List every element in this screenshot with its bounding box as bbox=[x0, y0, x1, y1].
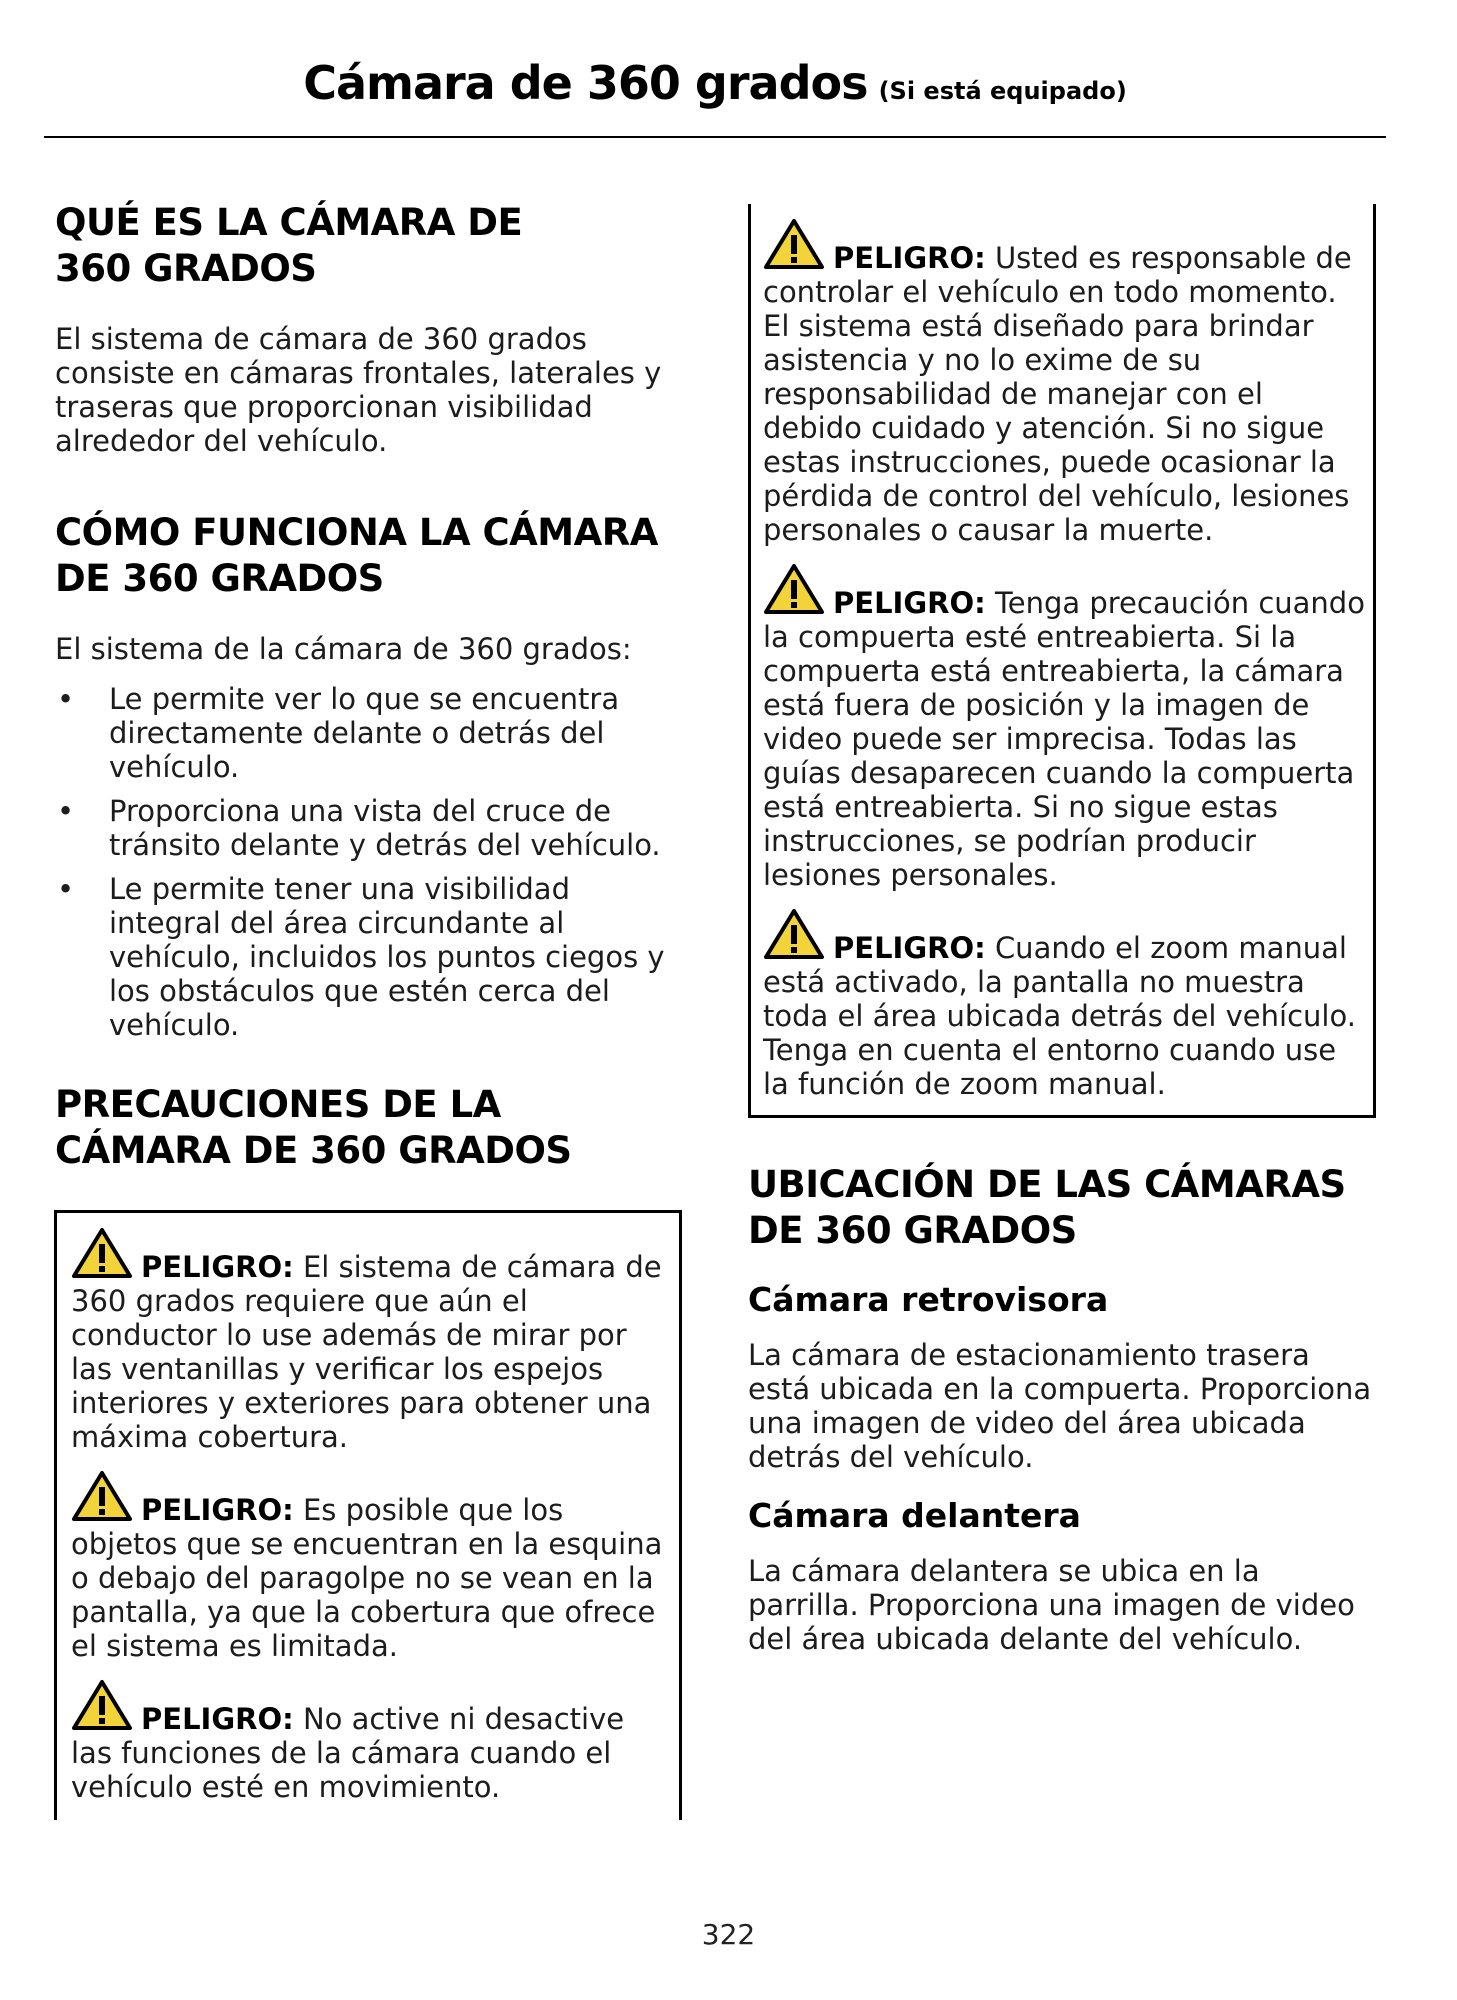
how-intro: El sistema de la cámara de 360 grados: bbox=[55, 632, 632, 666]
warning-item bbox=[763, 218, 1365, 547]
left-column bbox=[55, 200, 685, 1820]
warning-triangle-icon bbox=[763, 218, 825, 270]
section-heading-how bbox=[55, 510, 685, 602]
how-list bbox=[55, 682, 685, 1042]
heading-line: QUÉ ES LA CÁMARA DE bbox=[55, 201, 523, 244]
list-item bbox=[55, 794, 685, 862]
warning-text: El sistema de cámara de 360 grados requiere que aún el conductor lo use además de mirar por las ventanillas y verificar los espejos interiores y exteriores para obtener una máxima cobertura. bbox=[71, 1250, 662, 1454]
warning-text: Tenga precaución cuando la compuerta esté entreabierta. Si la compuerta está entreabierta, la cámara está fuera de posición y la imagen de video puede ser imprecisa. Todas las guías desaparecen cuando la compuerta está entreabierta. Si no sigue estas instrucciones, se podrían producir lesiones personales. bbox=[763, 586, 1365, 892]
page-number: 322 bbox=[701, 1918, 756, 1951]
warning-triangle-icon bbox=[71, 1227, 133, 1279]
warning-text: Cuando el zoom manual está activado, la pantalla no muestra toda el área ubicada detrás del vehículo. Tenga en cuenta el entorno cuando use la función de zoom manual. bbox=[763, 931, 1356, 1101]
front-camera-title: Cámara delantera bbox=[748, 1496, 1081, 1535]
list-item-text: Proporciona una vista del cruce de tránsito delante y detrás del vehículo. bbox=[109, 794, 661, 862]
warning-label: PELIGRO: bbox=[141, 1702, 294, 1736]
warning-label: PELIGRO: bbox=[833, 931, 986, 965]
bullet: • bbox=[57, 794, 75, 828]
warning-triangle-icon bbox=[71, 1470, 133, 1522]
page-subtitle: (Si está equipado) bbox=[878, 77, 1127, 105]
warning-item bbox=[71, 1227, 667, 1454]
warning-label: PELIGRO: bbox=[833, 586, 986, 620]
warning-item bbox=[71, 1679, 667, 1804]
heading-line: DE 360 GRADOS bbox=[55, 557, 384, 600]
warning-text: Es posible que los objetos que se encuentran en la esquina o debajo del paragolpe no se vean en la pantalla, ya que la cobertura que ofrece el sistema es limitada. bbox=[71, 1493, 663, 1663]
section-heading-location bbox=[748, 1162, 1373, 1254]
warning-label: PELIGRO: bbox=[141, 1250, 294, 1284]
heading-line: UBICACIÓN DE LAS CÁMARAS bbox=[748, 1163, 1346, 1206]
page-header bbox=[44, 56, 1386, 110]
heading-line: PRECAUCIONES DE LA bbox=[55, 1083, 501, 1126]
page-title: Cámara de 360 grados bbox=[303, 56, 868, 110]
warning-triangle-icon bbox=[763, 563, 825, 615]
warning-item bbox=[763, 908, 1365, 1101]
heading-line: CÓMO FUNCIONA LA CÁMARA bbox=[55, 511, 658, 554]
warning-item bbox=[71, 1470, 667, 1663]
warning-text: Usted es responsable de controlar el vehículo en todo momento. El sistema está diseñado para brindar asistencia y no lo exime de su responsabilidad de manejar con el debido cuidado y atención. Si no sigue estas instrucciones, puede ocasionar la pérdida de control del vehículo, lesiones personales o causar la muerte. bbox=[763, 241, 1352, 547]
warning-text: No active ni desactive las funciones de la cámara cuando el vehículo esté en movimiento. bbox=[71, 1702, 625, 1804]
warning-label: PELIGRO: bbox=[141, 1493, 294, 1527]
warning-label: PELIGRO: bbox=[833, 241, 986, 275]
heading-line: DE 360 GRADOS bbox=[748, 1209, 1077, 1252]
warning-box-right bbox=[748, 204, 1376, 1118]
list-item bbox=[55, 872, 685, 1042]
list-item-text: Le permite tener una visibilidad integral del área circundante al vehículo, incluidos los puntos ciegos y los obstáculos que estén cerca del vehículo. bbox=[109, 872, 665, 1042]
bullet: • bbox=[57, 872, 75, 906]
heading-line: CÁMARA DE 360 GRADOS bbox=[55, 1129, 572, 1172]
section-heading-precautions bbox=[55, 1082, 685, 1174]
list-item bbox=[55, 682, 685, 784]
warning-triangle-icon bbox=[763, 908, 825, 960]
warning-triangle-icon bbox=[71, 1679, 133, 1731]
section-heading-what bbox=[55, 200, 685, 292]
what-body: El sistema de cámara de 360 grados consiste en cámaras frontales, laterales y traseras que proporcionan visibilidad alrededor del vehículo. bbox=[55, 322, 662, 458]
warning-box-left bbox=[54, 1210, 682, 1820]
front-camera-body: La cámara delantera se ubica en la parrilla. Proporciona una imagen de video del área ubicada delante del vehículo. bbox=[748, 1554, 1355, 1656]
bullet: • bbox=[57, 682, 75, 716]
heading-line: 360 GRADOS bbox=[55, 247, 317, 290]
rear-camera-title: Cámara retrovisora bbox=[748, 1280, 1109, 1319]
right-column bbox=[748, 204, 1373, 1656]
rear-camera-body: La cámara de estacionamiento trasera está ubicada en la compuerta. Proporciona una imagen de video del área ubicada detrás del vehículo. bbox=[748, 1338, 1372, 1474]
list-item-text: Le permite ver lo que se encuentra directamente delante o detrás del vehículo. bbox=[109, 682, 620, 784]
header-divider bbox=[44, 136, 1386, 138]
warning-item bbox=[763, 563, 1365, 892]
